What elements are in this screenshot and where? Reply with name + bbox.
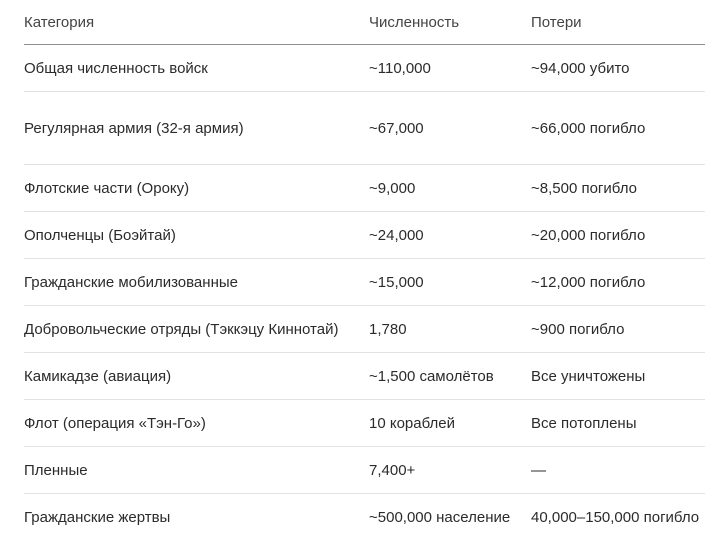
cell-category: Добровольческие отряды (Тэккэцу Киннотай) [24,306,369,353]
header-row [24,0,705,45]
table-row [24,45,705,92]
table-header [24,0,705,45]
cell-category: Ополченцы (Боэйтай) [24,212,369,259]
header-losses: Потери [531,0,705,45]
cell-losses: Все потоплены [531,400,705,447]
cell-category: Камикадзе (авиация) [24,353,369,400]
cell-strength: 10 кораблей [369,400,531,447]
table-row [24,259,705,306]
cell-category: Флот (операция «Тэн-Го») [24,400,369,447]
cell-strength: ~110,000 [369,45,531,92]
cell-strength: 7,400+ [369,447,531,494]
table-row [24,306,705,353]
header-strength: Численность [369,0,531,45]
cell-strength: ~1,500 самолётов [369,353,531,400]
cell-category: Гражданские жертвы [24,494,369,540]
table-body [24,45,705,540]
cell-strength: ~500,000 население [369,494,531,540]
losses-table-container [24,0,705,540]
table-row [24,494,705,540]
cell-strength: ~9,000 [369,165,531,212]
cell-category: Флотские части (Ороку) [24,165,369,212]
cell-strength: ~24,000 [369,212,531,259]
cell-strength: 1,780 [369,306,531,353]
table-row [24,400,705,447]
losses-table [24,0,705,540]
table-row [24,447,705,494]
cell-losses: ~8,500 погибло [531,165,705,212]
cell-losses: ~900 погибло [531,306,705,353]
cell-losses: ~66,000 погибло [531,92,705,165]
table-row [24,212,705,259]
cell-losses: ~12,000 погибло [531,259,705,306]
cell-strength: ~15,000 [369,259,531,306]
cell-losses: ~20,000 погибло [531,212,705,259]
cell-category: Пленные [24,447,369,494]
cell-losses: 40,000–150,000 погибло [531,494,705,540]
cell-strength: ~67,000 [369,92,531,165]
table-row [24,92,705,165]
cell-category: Общая численность войск [24,45,369,92]
table-row [24,165,705,212]
cell-losses: Все уничтожены [531,353,705,400]
cell-category: Гражданские мобилизованные [24,259,369,306]
cell-category: Регулярная армия (32-я армия) [24,92,369,165]
header-category: Категория [24,0,369,45]
cell-losses: — [531,447,705,494]
cell-losses: ~94,000 убито [531,45,705,92]
table-row [24,353,705,400]
